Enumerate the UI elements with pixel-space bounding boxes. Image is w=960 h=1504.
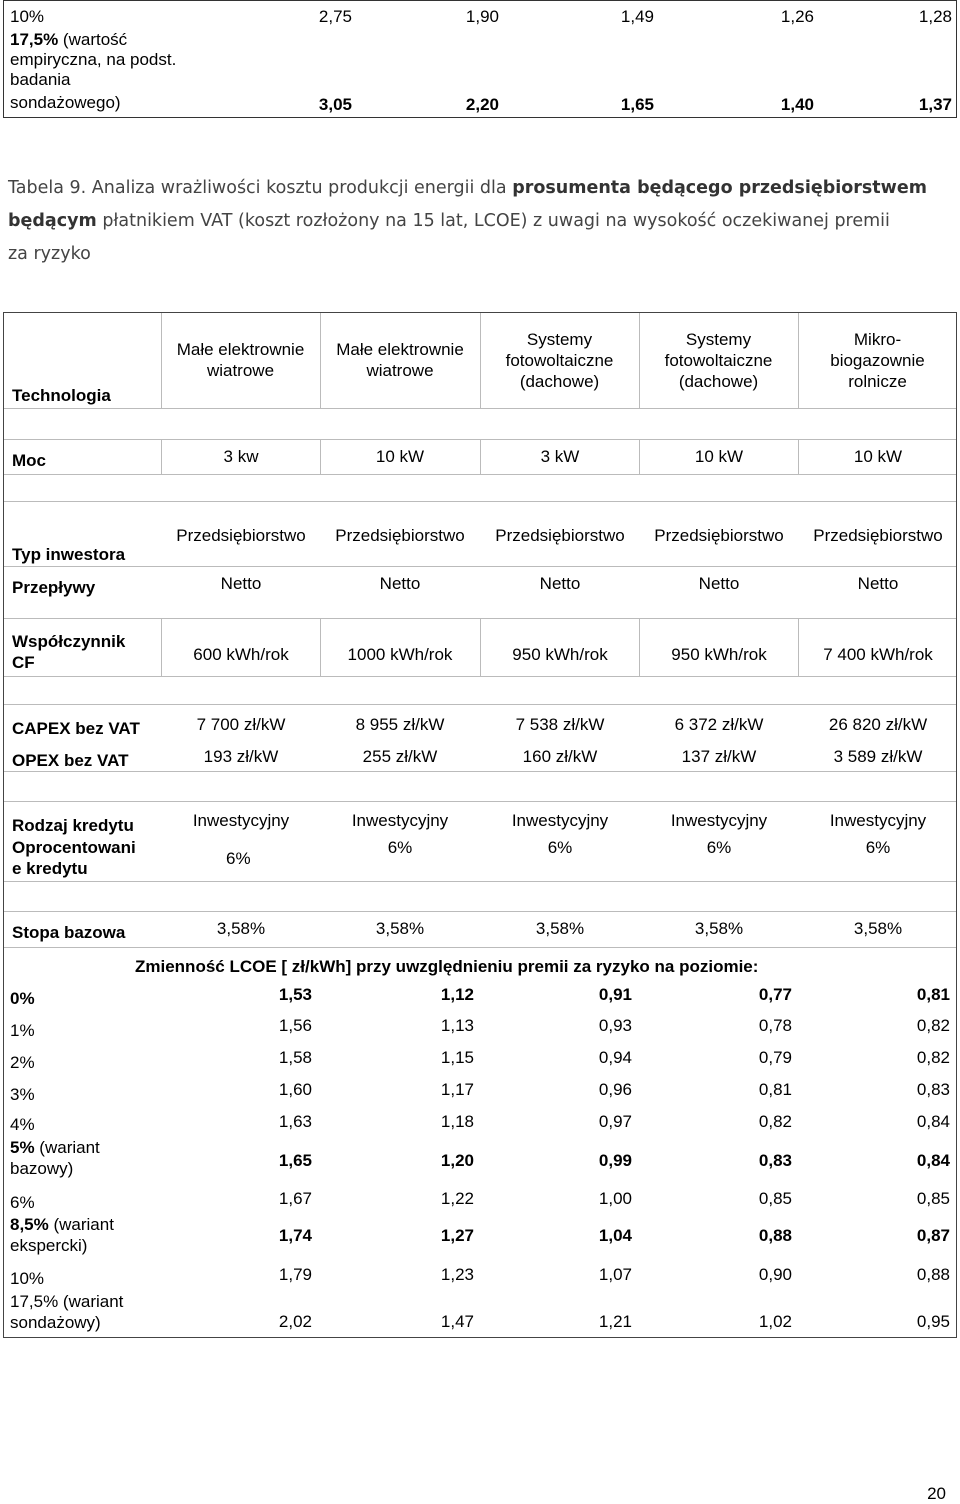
table-cell: 3 589 zł/kW [833, 747, 923, 766]
table-cell: 950 kWh/rok [512, 645, 608, 664]
table-cell: 0,95 [916, 1312, 950, 1331]
row-label-rodzaj-kredytu: Rodzaj kredytu [12, 816, 134, 835]
table-cell: 0,83 [758, 1151, 792, 1170]
table-cell: 0,77 [758, 985, 792, 1004]
table-cell: Inwestycyjny [670, 811, 768, 830]
table-cell: 6% [547, 838, 573, 857]
table-cell: 1,17 [440, 1080, 474, 1099]
row-label: 10% [10, 7, 45, 26]
table-cell: 1000 kWh/rok [347, 645, 453, 664]
lcoe-row-label: 0% [10, 989, 35, 1008]
row-label-oprocentowanie: Oprocentowani e kredytu [12, 838, 136, 878]
table-cell: 3,58% [216, 919, 266, 938]
table-cell: 1,37 [918, 95, 952, 114]
table-cell: 0,93 [598, 1016, 632, 1035]
table-cell: 1,02 [758, 1312, 792, 1331]
column-header: Systemy fotowoltaiczne (dachowe) [505, 330, 614, 391]
table-cell: 0,81 [916, 985, 950, 1004]
table-cell: 7 538 zł/kW [515, 715, 605, 734]
lcoe-row-label: 2% [10, 1053, 35, 1072]
table-cell: 10 kW [853, 447, 903, 466]
table-cell: 0,87 [916, 1226, 950, 1245]
table-cell: 0,88 [916, 1265, 950, 1284]
row-label-capex: CAPEX bez VAT [12, 719, 140, 738]
column-header: Mikro- biogazownie rolnicze [830, 330, 925, 391]
lcoe-row-label: 17,5% (wariant sondażowy) [10, 1292, 124, 1332]
row-label: 17,5% (wartość [10, 30, 128, 49]
table-cell: 0,84 [916, 1151, 950, 1170]
table-cell: 6 372 zł/kW [674, 715, 764, 734]
table-cell: 950 kWh/rok [671, 645, 767, 664]
table-cell: 0,81 [758, 1080, 792, 1099]
table-cell: Netto [539, 574, 581, 593]
table-cell: 2,75 [318, 7, 352, 26]
table-cell: 1,28 [918, 7, 952, 26]
table-cell: 0,84 [916, 1112, 950, 1131]
previous-table-fragment [3, 0, 957, 118]
table-cell: Przedsiębiorstwo [176, 526, 306, 545]
lcoe-row-label: 8,5% (wariant ekspercki) [10, 1215, 114, 1255]
table-cell: 0,88 [758, 1226, 792, 1245]
table-cell: Inwestycyjny [511, 811, 609, 830]
table-cell: 160 zł/kW [522, 747, 598, 766]
table-cell: 1,04 [598, 1226, 632, 1245]
table-cell: 0,91 [598, 985, 632, 1004]
table-cell: 6% [387, 838, 413, 857]
row-label-line: sondażowego) [10, 93, 121, 112]
row-label-przeplywy: Przepływy [12, 578, 96, 597]
table-cell: 2,20 [465, 95, 499, 114]
table-cell: Netto [379, 574, 421, 593]
table-cell: 0,83 [916, 1080, 950, 1099]
table-cell: 1,00 [598, 1189, 632, 1208]
lcoe-section-title: Zmienność LCOE [ zł/kWh] przy uwzględnieniu premii za ryzyko na poziomie: [135, 957, 759, 976]
table-cell: 0,85 [916, 1189, 950, 1208]
table-cell: 1,40 [780, 95, 814, 114]
table-cell: 3,05 [318, 95, 352, 114]
lcoe-row-label: 4% [10, 1115, 35, 1134]
row-label-cf: Współczynnik CF [12, 632, 126, 672]
lcoe-row-label: 3% [10, 1085, 35, 1104]
table-cell: 1,90 [465, 7, 499, 26]
table-cell: 0,79 [758, 1048, 792, 1067]
table-cell: 3,58% [853, 919, 903, 938]
table-cell: 1,27 [440, 1226, 474, 1245]
table-cell: 1,15 [440, 1048, 474, 1067]
lcoe-row-label: 10% [10, 1269, 45, 1288]
lcoe-row-label: 6% [10, 1193, 35, 1212]
table-cell: 6% [706, 838, 732, 857]
row-label-line: empiryczna, na podst. [10, 50, 177, 69]
table-cell: 0,94 [598, 1048, 632, 1067]
sensitivity-table [3, 312, 957, 1338]
table-cell: 1,07 [598, 1265, 632, 1284]
table-cell: 1,23 [440, 1265, 474, 1284]
table-cell: 0,78 [758, 1016, 792, 1035]
table-cell: 1,58 [278, 1048, 312, 1067]
table-cell: 6% [226, 849, 251, 868]
table-cell: 0,82 [758, 1112, 792, 1131]
table-cell: 10 kW [694, 447, 744, 466]
table-cell: Przedsiębiorstwo [813, 526, 943, 545]
page-number: 20 [927, 1484, 946, 1503]
table-cell: 1,20 [440, 1151, 474, 1170]
column-header: Systemy fotowoltaiczne (dachowe) [664, 330, 773, 391]
lcoe-row-label: 1% [10, 1021, 35, 1040]
lcoe-row-label: 5% (wariant bazowy) [10, 1138, 100, 1178]
table-cell: 3 kW [540, 447, 580, 466]
table-cell: 0,99 [598, 1151, 632, 1170]
table-cell: 1,18 [440, 1112, 474, 1131]
row-label-moc: Moc [12, 451, 46, 470]
table-cell: 137 zł/kW [681, 747, 757, 766]
column-header: Małe elektrownie wiatrowe [336, 340, 464, 380]
table-cell: 1,74 [278, 1226, 312, 1245]
table-cell: 0,85 [758, 1189, 792, 1208]
table-cell: 1,65 [278, 1151, 312, 1170]
table-cell: Netto [220, 574, 262, 593]
table-cell: 1,63 [278, 1112, 312, 1131]
table-cell: Netto [698, 574, 740, 593]
table-cell: 1,21 [598, 1312, 632, 1331]
table-cell: Przedsiębiorstwo [495, 526, 625, 545]
table-cell: 0,90 [758, 1265, 792, 1284]
table-cell: 1,26 [780, 7, 814, 26]
table-cell: 1,67 [278, 1189, 312, 1208]
table-cell: 26 820 zł/kW [828, 715, 928, 734]
table-cell: 8 955 zł/kW [355, 715, 445, 734]
table-cell: Netto [857, 574, 899, 593]
table-cell: Przedsiębiorstwo [654, 526, 784, 545]
table-cell: 2,02 [278, 1312, 312, 1331]
table-cell: 0,96 [598, 1080, 632, 1099]
table-cell: 1,56 [278, 1016, 312, 1035]
table-caption: Tabela 9. Analiza wrażliwości kosztu produkcji energii dla prosumenta będącego przedsiębiorstwem będącym płatnikiem VAT (koszt rozłożony na 15 lat, LCOE) z uwagi na wysokość oczekiwanej premii za ryzyko [8, 178, 927, 264]
table-cell: 0,97 [598, 1112, 632, 1131]
table-cell: 1,12 [440, 985, 474, 1004]
table-cell: 1,49 [620, 7, 654, 26]
row-label-opex: OPEX bez VAT [12, 751, 129, 770]
table-cell: 0,82 [916, 1048, 950, 1067]
table-cell: 193 zł/kW [203, 747, 279, 766]
table-cell: 255 zł/kW [362, 747, 438, 766]
table-cell: 1,47 [440, 1312, 474, 1331]
table-cell: 7 700 zł/kW [196, 715, 286, 734]
table-cell: 6% [865, 838, 891, 857]
table-cell: 1,13 [440, 1016, 474, 1035]
table-cell: Inwestycyjny [829, 811, 927, 830]
row-label-stopa-bazowa: Stopa bazowa [12, 923, 126, 942]
table-cell: Przedsiębiorstwo [335, 526, 465, 545]
table-cell: Inwestycyjny [192, 811, 290, 830]
table-cell: 3 kw [223, 447, 259, 466]
table-cell: 0,82 [916, 1016, 950, 1035]
table-cell: 1,60 [278, 1080, 312, 1099]
table-cell: 10 kW [375, 447, 425, 466]
table-cell: 1,65 [620, 95, 654, 114]
table-cell: 3,58% [694, 919, 744, 938]
table-cell: 7 400 kWh/rok [823, 645, 933, 664]
row-label-typ-inwestora: Typ inwestora [12, 545, 126, 564]
row-label-line: badania [10, 70, 71, 89]
table-cell: 1,79 [278, 1265, 312, 1284]
table-cell: 600 kWh/rok [193, 645, 289, 664]
column-header: Małe elektrownie wiatrowe [176, 340, 305, 380]
table-cell: 3,58% [375, 919, 425, 938]
table-cell: 3,58% [535, 919, 585, 938]
table-cell: 1,53 [278, 985, 312, 1004]
header-technologia: Technologia [12, 386, 111, 405]
table-cell: 1,22 [440, 1189, 474, 1208]
table-cell: Inwestycyjny [351, 811, 449, 830]
